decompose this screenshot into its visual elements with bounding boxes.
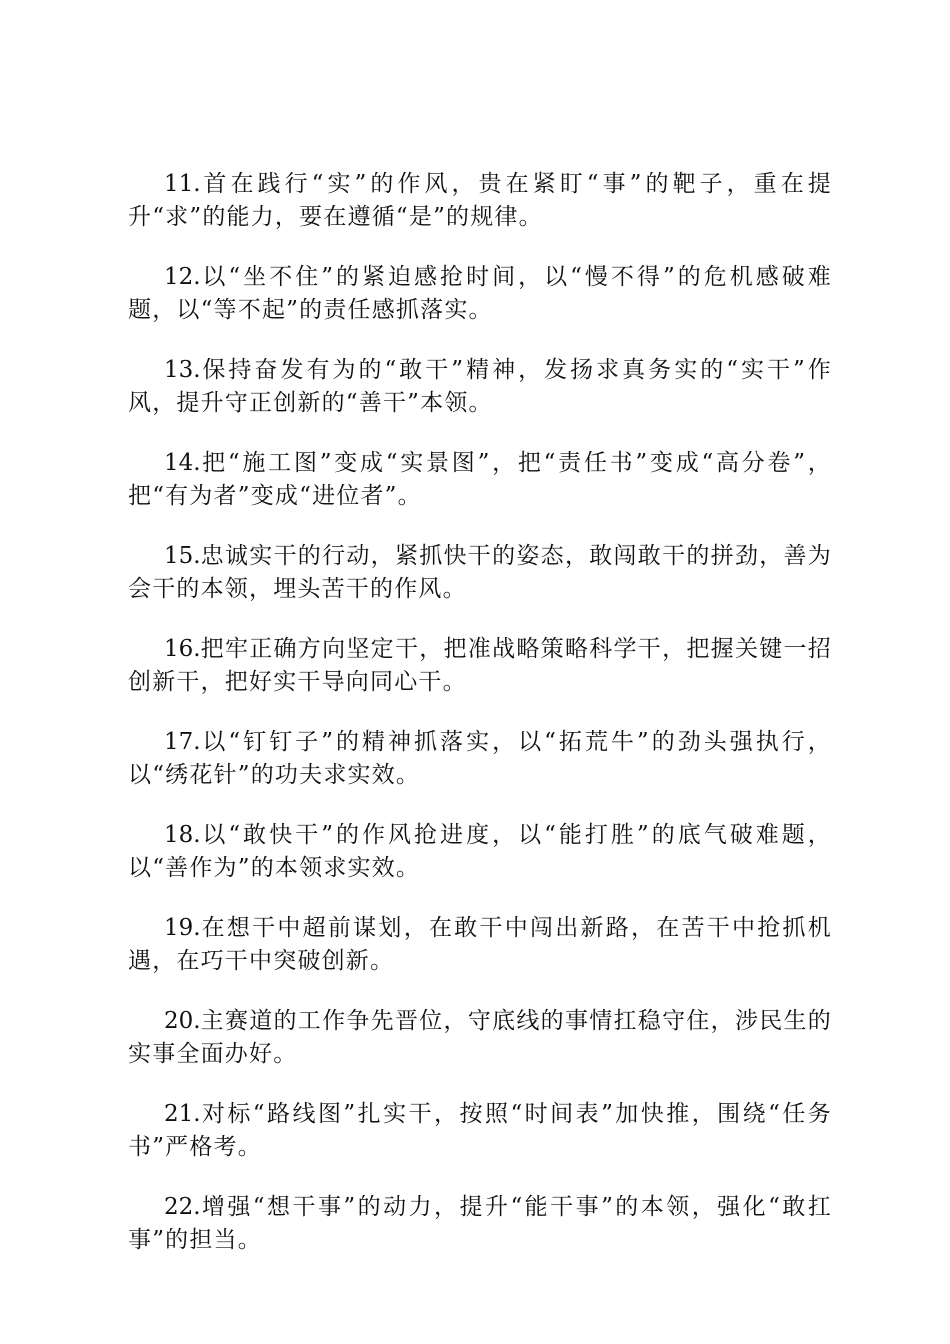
paragraph-number: 13.	[164, 357, 201, 383]
paragraph-number: 21.	[164, 1101, 201, 1127]
paragraph-18	[128, 819, 832, 885]
paragraph-12	[128, 261, 832, 327]
paragraph-number: 11.	[164, 171, 201, 197]
paragraph-number: 17.	[164, 729, 201, 755]
document-body	[128, 168, 832, 1284]
paragraph-number: 15.	[164, 543, 201, 569]
paragraph-text: 以“坐不住”的紧迫感抢时间，以“慢不得”的危机感破难题，以“等不起”的责任感抓落实。	[128, 264, 832, 323]
paragraph-13	[128, 354, 832, 420]
paragraph-number: 16.	[164, 636, 201, 662]
paragraph-20	[128, 1005, 832, 1071]
paragraph-text: 增强“想干事”的动力，提升“能干事”的本领，强化“敢扛事”的担当。	[128, 1194, 832, 1253]
paragraph-text: 首在践行“实”的作风，贵在紧盯“事”的靶子，重在提升“求”的能力，要在遵循“是”的规律。	[128, 171, 832, 230]
paragraph-text: 以“钉钉子”的精神抓落实，以“拓荒牛”的劲头强执行，以“绣花针”的功夫求实效。	[128, 729, 832, 788]
paragraph-number: 20.	[164, 1008, 201, 1034]
paragraph-16	[128, 633, 832, 699]
paragraph-text: 保持奋发有为的“敢干”精神，发扬求真务实的“实干”作风，提升守正创新的“善干”本领。	[128, 357, 832, 416]
paragraph-number: 12.	[164, 264, 201, 290]
paragraph-text: 在想干中超前谋划，在敢干中闯出新路，在苦干中抢抓机遇，在巧干中突破创新。	[128, 915, 832, 974]
paragraph-number: 22.	[164, 1194, 201, 1220]
paragraph-14	[128, 447, 832, 513]
paragraph-15	[128, 540, 832, 606]
paragraph-number: 18.	[164, 822, 201, 848]
paragraph-11	[128, 168, 832, 234]
paragraph-17	[128, 726, 832, 792]
paragraph-text: 对标“路线图”扎实干，按照“时间表”加快推，围绕“任务书”严格考。	[128, 1101, 832, 1160]
paragraph-22	[128, 1191, 832, 1257]
paragraph-number: 14.	[164, 450, 201, 476]
paragraph-text: 以“敢快干”的作风抢进度，以“能打胜”的底气破难题，以“善作为”的本领求实效。	[128, 822, 832, 881]
paragraph-text: 忠诚实干的行动，紧抓快干的姿态，敢闯敢干的拼劲，善为会干的本领，埋头苦干的作风。	[128, 543, 832, 602]
paragraph-number: 19.	[164, 915, 201, 941]
paragraph-text: 主赛道的工作争先晋位，守底线的事情扛稳守住，涉民生的实事全面办好。	[128, 1008, 832, 1067]
paragraph-21	[128, 1098, 832, 1164]
paragraph-19	[128, 912, 832, 978]
paragraph-text: 把“施工图”变成“实景图”，把“责任书”变成“高分卷”，把“有为者”变成“进位者”。	[128, 450, 832, 509]
paragraph-text: 把牢正确方向坚定干，把准战略策略科学干，把握关键一招创新干，把好实干导向同心干。	[128, 636, 832, 695]
